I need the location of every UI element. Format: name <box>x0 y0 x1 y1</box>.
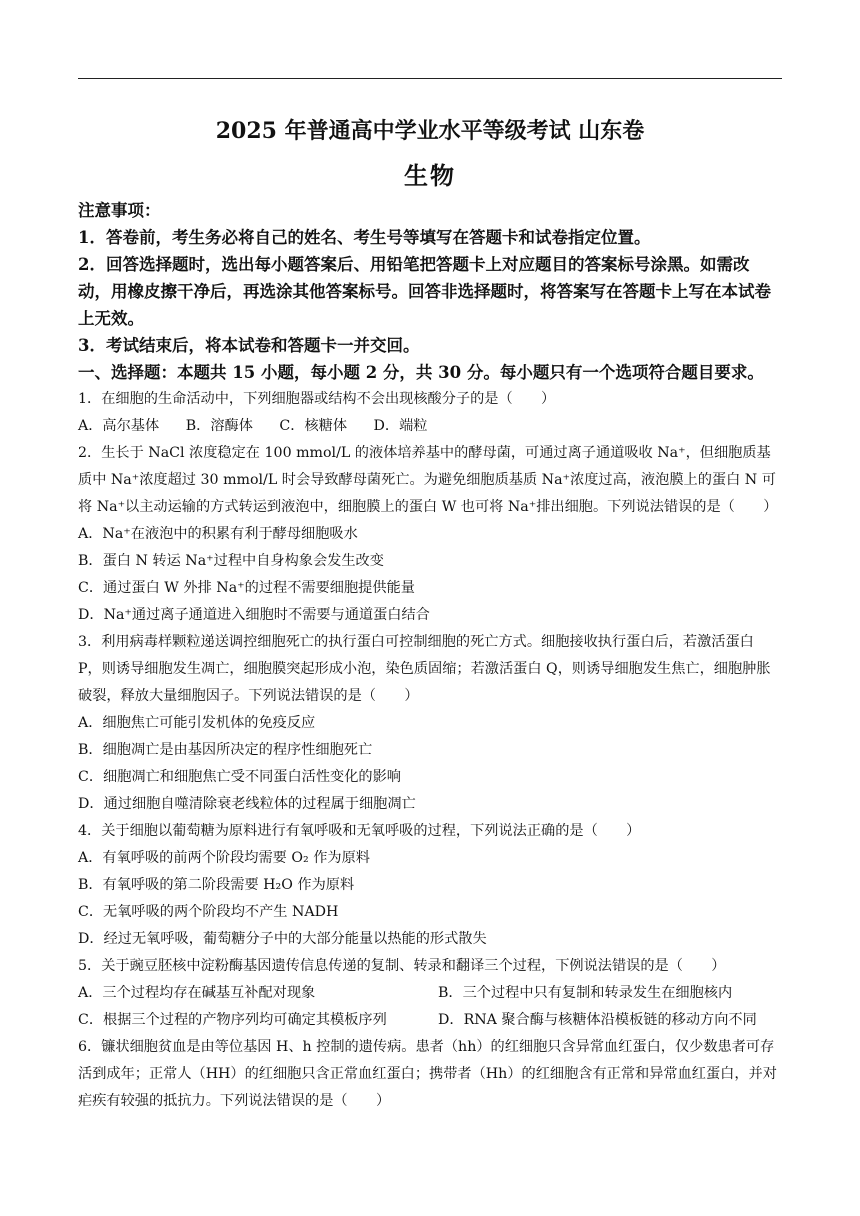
q3-option-a: A．细胞焦亡可能引发机体的免疫反应 <box>78 715 316 731</box>
q2-option-d: D．Na⁺通过离子通道进入细胞时不需要与通道蛋白结合 <box>78 607 430 623</box>
notice-item-3: 3．考试结束后，将本试卷和答题卡一并交回。 <box>78 336 420 355</box>
q5-option-b: B．三个过程中只有复制和转录发生在细胞核内 <box>438 985 733 1001</box>
q5-options-row-1 <box>78 980 782 1007</box>
q5-option-a: A．三个过程均存在碱基互补配对现象 <box>78 985 316 1001</box>
q4-option-c: C．无氧呼吸的两个阶段均不产生 NADH <box>78 904 339 920</box>
question-4-stem: 4．关于细胞以葡萄糖为原料进行有氧呼吸和无氧呼吸的过程，下列说法正确的是（ ） <box>78 823 641 839</box>
q4-option-a: A．有氧呼吸的前两个阶段均需要 O₂ 作为原料 <box>78 850 370 866</box>
question-2-stem: 2．生长于 NaCl 浓度稳定在 100 mmol/L 的液体培养基中的酵母菌，可通过离子通道吸收 Na⁺，但细胞质基质中 Na⁺浓度超过 30 mmol/L 时会导致酵母菌死亡。为避免细胞质基质 Na⁺浓度过高，液泡膜上的蛋白 N 可将 Na⁺以主动运输的方式转运到液泡中，细胞膜上的蛋白 W 也可将 Na⁺排出细胞。下列说法错误的是（ ） <box>78 445 778 515</box>
q1-option-d: D．端粒 <box>373 418 428 434</box>
q1-option-b: B．溶酶体 <box>185 418 253 434</box>
q3-option-d: D．通过细胞自噬清除衰老线粒体的过程属于细胞凋亡 <box>78 796 416 812</box>
exam-title: 2025 年普通高中学业水平等级考试 山东卷 <box>215 118 645 144</box>
q3-option-b: B．细胞凋亡是由基因所决定的程序性细胞死亡 <box>78 742 373 758</box>
subject-title: 生物 <box>404 161 456 190</box>
q3-option-c: C．细胞凋亡和细胞焦亡受不同蛋白活性变化的影响 <box>78 769 401 785</box>
q5-option-c: C．根据三个过程的产物序列均可确定其模板序列 <box>78 1012 387 1028</box>
question-1-options <box>78 413 782 440</box>
q4-option-b: B．有氧呼吸的第二阶段需要 H₂O 作为原料 <box>78 877 355 893</box>
notice-item-1: 1．答卷前，考生务必将自己的姓名、考生号等填写在答题卡和试卷指定位置。 <box>78 228 651 247</box>
q2-option-a: A．Na⁺在液泡中的积累有利于酵母细胞吸水 <box>78 526 358 542</box>
notice-heading: 注意事项： <box>78 201 161 220</box>
q1-option-a: A．高尔基体 <box>78 418 160 434</box>
q5-option-d: D．RNA 聚合酶与核糖体沿模板链的移动方向不同 <box>438 1012 757 1028</box>
q1-option-c: C．核糖体 <box>279 418 348 434</box>
exam-content <box>78 197 782 1115</box>
section-heading: 一、选择题：本题共 15 小题，每小题 2 分，共 30 分。每小题只有一个选项符合题目要求。 <box>78 363 764 382</box>
question-6-stem: 6．镰状细胞贫血是由等位基因 H、h 控制的遗传病。患者（hh）的红细胞只含异常血红蛋白，仅少数患者可存活到成年；正常人（HH）的红细胞只含正常血红蛋白；携带者（Hh）的红细胞含有正常和异常血红蛋白，并对疟疾有较强的抵抗力。下列说法错误的是（ ） <box>78 1039 777 1109</box>
top-rule <box>78 78 782 79</box>
notice-item-2: 2．回答选择题时，选出每小题答案后、用铅笔把答题卡上对应题目的答案标号涂黑。如需改动，用橡皮擦干净后，再选涂其他答案标号。回答非选择题时，将答案写在答题卡上写在本试卷上无效。 <box>78 255 771 328</box>
q2-option-c: C．通过蛋白 W 外排 Na⁺的过程不需要细胞提供能量 <box>78 580 415 596</box>
question-5-stem: 5．关于豌豆胚核中淀粉酶基因遗传信息传递的复制、转录和翻译三个过程，下例说法错误的是（ ） <box>78 958 726 974</box>
q2-option-b: B．蛋白 N 转运 Na⁺过程中自身构象会发生改变 <box>78 553 384 569</box>
q5-options-row-2 <box>78 1007 782 1034</box>
question-1-stem: 1．在细胞的生命活动中，下列细胞器或结构不会出现核酸分子的是（ ） <box>78 391 556 407</box>
q4-option-d: D．经过无氧呼吸，葡萄糖分子中的大部分能量以热能的形式散失 <box>78 931 487 947</box>
question-3-stem: 3．利用病毒样颗粒递送调控细胞死亡的执行蛋白可控制细胞的死亡方式。细胞接收执行蛋白后，若激活蛋白 P，则诱导细胞发生凋亡，细胞膜突起形成小泡，染色质固缩；若激活蛋白 Q，则诱导细胞发生焦亡，细胞肿胀破裂，释放大量细胞因子。下列说法错误的是（ ） <box>78 634 771 704</box>
